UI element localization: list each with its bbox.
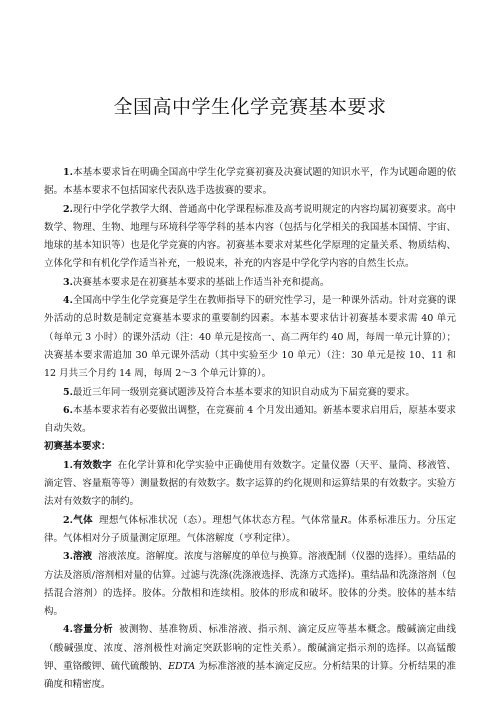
item-text-after: 为标准溶液的基本滴定反应。分析结果的计算。分析结果的准确度和精密度。: [44, 661, 456, 691]
item-text: 溶液浓度。溶解度。浓度与溶解度的单位与换算。溶液配制（仪器的选择）。重结晶的方法及溶质/溶剂相对量的估算。过滤与洗涤(洗涤液选择、洗涤方式选择)。重结晶和洗涤溶剂（包括混合溶剂）的选择。胶体。分散相和连续相。胶体的形成和破坏。胶体的分类。胶体的基本结构。: [44, 551, 456, 618]
paragraph-text: 现行中学化学教学大纲、普通高中化学课程标准及高考说明规定的内容均属初赛要求。高中数学、物理、生物、地理与环境科学等学科的基本内容（包括与化学相关的我国基本国情、宇宙、地球的基本知识等）也是化学竞赛的内容。初赛基本要求对某些化学原理的定量关系、物质结构、立体化学和有机化学作适当补充，一般说来，补充的内容是中学化学内容的自然生长点。: [44, 203, 456, 270]
requirement-item-4: [44, 621, 456, 694]
paragraph-text: 本基本要求旨在明确全国高中学生化学竞赛初赛及决赛试题的知识水平，作为试题命题的依据。本基本要求不包括国家代表队选手选拔赛的要求。: [44, 167, 456, 197]
section-heading: 初赛基本要求：: [44, 441, 111, 453]
paragraph-text: 决赛基本要求是在初赛基本要求的基础上作适当补充和提高。: [72, 276, 330, 288]
item-heading: 溶液: [72, 551, 93, 563]
requirement-item-1: [44, 457, 456, 512]
intro-paragraph-3: [44, 274, 456, 292]
paragraph-number: 5.: [63, 386, 73, 398]
item-italic-symbol: R: [340, 514, 348, 526]
item-text-before: 理想气体标准状况（态）。理想气体状态方程。气体常量: [98, 514, 341, 526]
paragraph-number: 6.: [63, 404, 73, 416]
intro-paragraph-4: [44, 292, 456, 383]
paragraph-number: 1.: [63, 167, 73, 178]
item-text-after: 。体系标准压力。分压定律。气体相对分子质量测定原理。气体溶解度（亨利定律）。: [44, 514, 456, 544]
item-number: 1.: [63, 459, 73, 471]
item-heading: 有效数字: [72, 459, 112, 471]
item-number: 4.: [63, 624, 73, 636]
intro-paragraph-1: [44, 164, 456, 201]
paragraph-text: 全国高中学生化学竞赛是学生在教师指导下的研究性学习，是一种课外活动。针对竞赛的课外活动的总时数是制定竞赛基本要求的重要制约因素。本基本要求估计初赛基本要求需 40 单元（每单元 3 小时）的课外活动（注：40 单元是按高一、高二两年约 40 周，每周一单元计算的）；决赛基本要求需追加 30 单元课外活动（其中实验至少 10 单元）（注：30 单元是按 10、11 和 12 月共三个月约 14 周，每周 2～3 个单元计算的）。: [44, 295, 456, 380]
intro-paragraph-6: [44, 402, 456, 439]
intro-paragraph-5: [44, 384, 456, 402]
item-italic-symbol: EDTA: [168, 661, 196, 673]
paragraph-number: 4.: [63, 295, 73, 307]
paragraph-text: 本基本要求若有必要做出调整，在竞赛前 4 个月发出通知。新基本要求启用后，原基本要求自动失效。: [44, 404, 456, 435]
paragraph-number: 2.: [63, 203, 73, 215]
item-number: 3.: [63, 551, 73, 563]
intro-paragraph-2: [44, 201, 456, 274]
document-body: [44, 164, 456, 695]
paragraph-number: 3.: [63, 276, 73, 288]
item-text: 在化学计算和化学实验中正确使用有效数字。定量仪器（天平、量筒、移液管、滴定管、容量瓶等等）测量数据的有效数字。数字运算的约化规则和运算结果的有效数字。实验方法对有效数字的制约。: [44, 459, 456, 508]
paragraph-text: 最近三年同一级别竞赛试题涉及符合本基本要求的知识自动成为下届竞赛的要求。: [72, 386, 415, 398]
item-heading: 气体: [72, 514, 93, 526]
requirement-item-2: [44, 512, 456, 549]
document-title: 全国高中学生化学竞赛基本要求: [113, 96, 387, 118]
document-page: [44, 0, 456, 695]
item-number: 2.: [63, 514, 73, 526]
requirement-item-3: [44, 548, 456, 621]
item-text-before: 被测物、基准物质、标准溶液、指示剂、滴定反应等基本概念。酸碱滴定曲线（酸碱强度、浓度、溶剂极性对滴定突跃影响的定性关系）。酸碱滴定指示剂的选择。以高锰酸钾、重铬酸钾、硫代硫酸钠、: [44, 624, 456, 673]
item-heading: 容量分析: [72, 624, 114, 636]
